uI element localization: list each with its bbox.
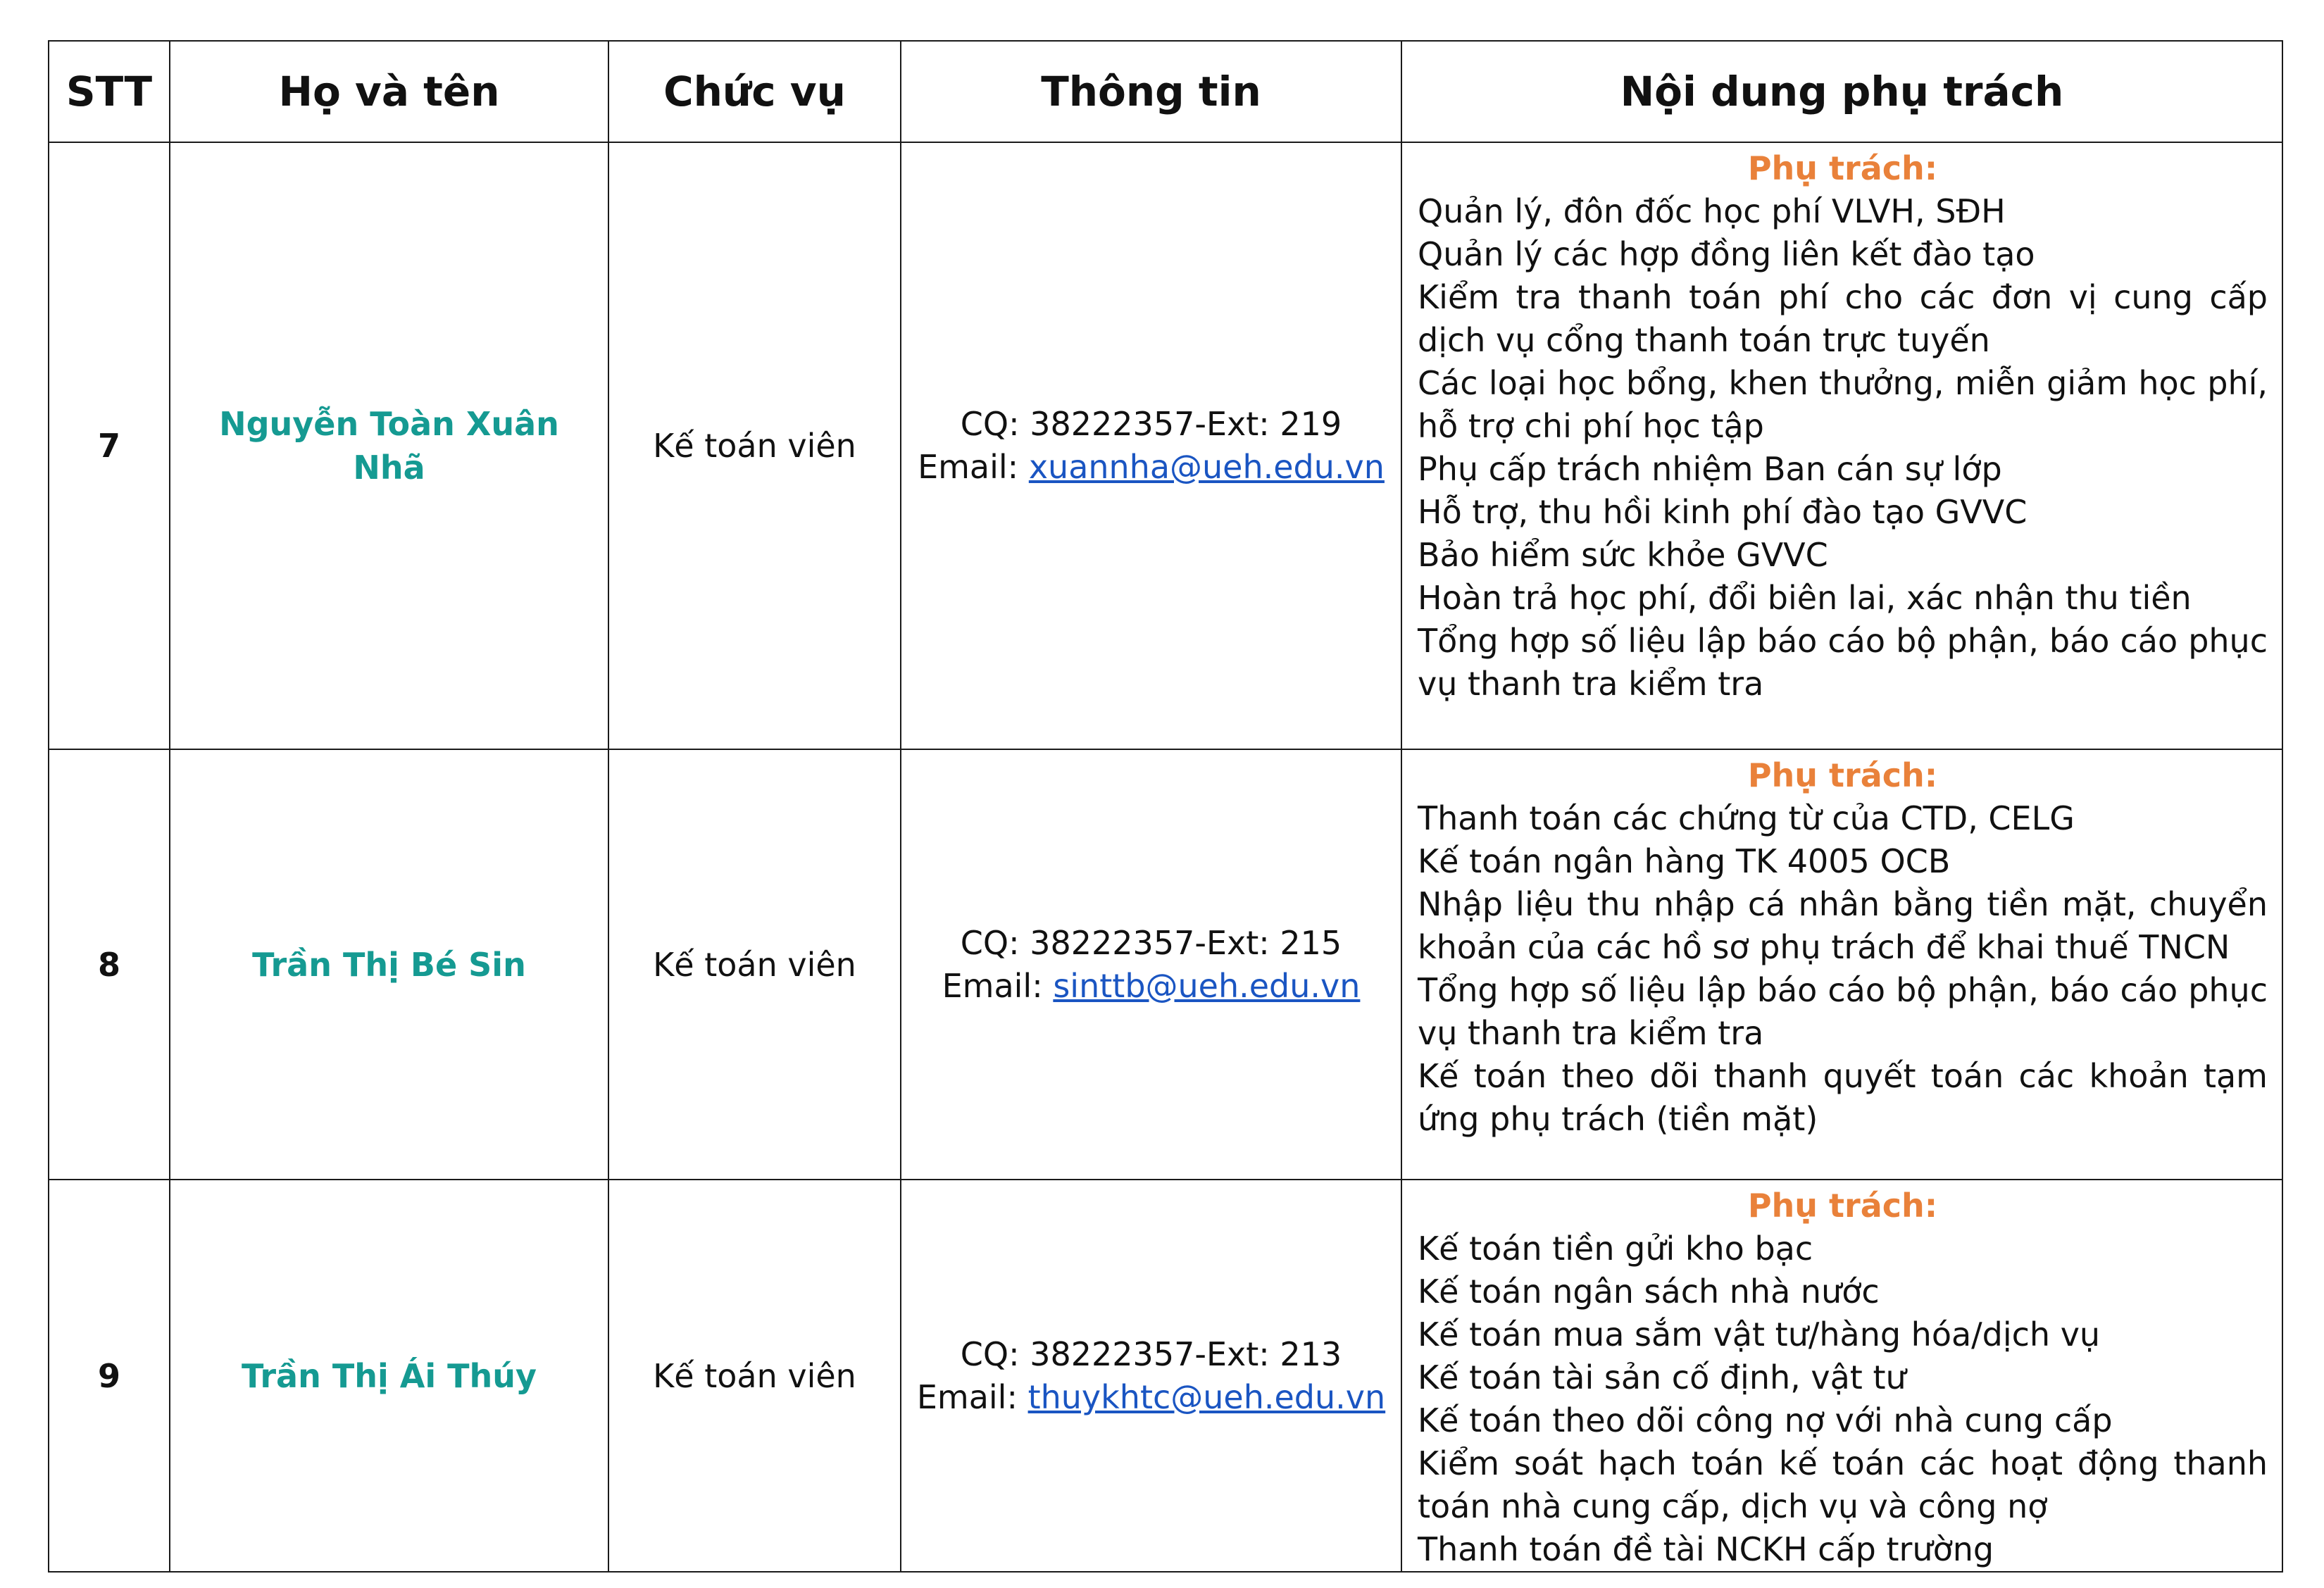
row-number: 9: [49, 1180, 170, 1572]
duty-item: Thanh toán đề tài NCKH cấp trường: [1418, 1530, 1994, 1568]
staff-name: Trần Thị Bé Sin: [170, 749, 608, 1180]
duties-cell: [1401, 1180, 2282, 1572]
duties-cell: [1401, 142, 2282, 749]
phone-extension: CQ: 38222357-Ext: 219: [960, 405, 1342, 443]
staff-table: [48, 40, 2283, 1573]
duty-item: Kế toán tiền gửi kho bạc: [1418, 1230, 1813, 1268]
contact-info: [901, 749, 1401, 1180]
header-duties: Nội dung phụ trách: [1401, 41, 2282, 142]
duty-item: Kế toán mua sắm vật tư/hàng hóa/dịch vụ: [1418, 1315, 2101, 1353]
email-label: Email:: [918, 448, 1029, 486]
email-link[interactable]: xuannha@ueh.edu.vn: [1028, 448, 1385, 486]
header-position: Chức vụ: [608, 41, 901, 142]
duty-item: Kế toán theo dõi thanh quyết toán các khoản tạm ứng phụ trách (tiền mặt): [1418, 1057, 2268, 1138]
duty-item: Thanh toán các chứng từ của CTD, CELG: [1418, 799, 2075, 837]
row-number: 8: [49, 749, 170, 1180]
email-link[interactable]: sinttb@ueh.edu.vn: [1053, 966, 1361, 1005]
duty-item: Hỗ trợ, thu hồi kinh phí đào tạo GVVC: [1418, 493, 2028, 531]
email-label: Email:: [916, 1377, 1028, 1416]
email-label: Email:: [942, 966, 1054, 1005]
duties-heading: Phụ trách:: [1747, 1187, 1938, 1225]
phone-extension: CQ: 38222357-Ext: 215: [960, 923, 1342, 962]
duty-item: Bảo hiểm sức khỏe GVVC: [1418, 536, 1828, 574]
table-row: [49, 142, 2282, 749]
header-stt: STT: [49, 41, 170, 142]
duty-item: Kế toán ngân sách nhà nước: [1418, 1273, 1880, 1311]
duty-item: Phụ cấp trách nhiệm Ban cán sự lớp: [1418, 450, 2002, 488]
email-link[interactable]: thuykhtc@ueh.edu.vn: [1027, 1377, 1386, 1416]
row-number: 7: [49, 142, 170, 749]
duty-item: Hoàn trả học phí, đổi biên lai, xác nhận thu tiền: [1418, 579, 2192, 617]
table-row: [49, 1180, 2282, 1572]
duties-heading: Phụ trách:: [1747, 149, 1938, 187]
duty-item: Quản lý các hợp đồng liên kết đào tạo: [1418, 235, 2035, 273]
header-name: Họ và tên: [170, 41, 608, 142]
header-row: [49, 41, 2282, 142]
staff-position: Kế toán viên: [608, 749, 901, 1180]
duty-item: Kế toán tài sản cố định, vật tư: [1418, 1358, 1906, 1396]
duty-item: Kế toán ngân hàng TK 4005 OCB: [1418, 842, 1951, 880]
phone-extension: CQ: 38222357-Ext: 213: [960, 1334, 1342, 1373]
staff-name: Trần Thị Ái Thúy: [170, 1180, 608, 1572]
table-row: [49, 749, 2282, 1180]
duty-item: Nhập liệu thu nhập cá nhân bằng tiền mặt, chuyển khoản của các hồ sơ phụ trách để khai thuế TNCN: [1418, 885, 2268, 966]
email-line: [902, 446, 1400, 489]
contact-info: [901, 142, 1401, 749]
duties-heading: Phụ trách:: [1747, 756, 1938, 794]
duty-item: Quản lý, đôn đốc học phí VLVH, SĐH: [1418, 192, 2006, 230]
duty-item: Kiểm soát hạch toán kế toán các hoạt động thanh toán nhà cung cấp, dịch vụ và công nợ: [1418, 1444, 2268, 1525]
header-info: Thông tin: [901, 41, 1401, 142]
contact-info: [901, 1180, 1401, 1572]
duties-cell: [1401, 749, 2282, 1180]
staff-name: Nguyễn Toàn Xuân Nhã: [170, 142, 608, 749]
duty-item: Kế toán theo dõi công nợ với nhà cung cấp: [1418, 1401, 2113, 1439]
duty-item: Tổng hợp số liệu lập báo cáo bộ phận, báo cáo phục vụ thanh tra kiểm tra: [1418, 622, 2268, 703]
email-line: [902, 1376, 1400, 1419]
duty-item: Các loại học bổng, khen thưởng, miễn giảm học phí, hỗ trợ chi phí học tập: [1418, 364, 2268, 445]
email-line: [902, 965, 1400, 1008]
duty-item: Tổng hợp số liệu lập báo cáo bộ phận, báo cáo phục vụ thanh tra kiểm tra: [1418, 971, 2268, 1052]
staff-position: Kế toán viên: [608, 1180, 901, 1572]
duty-item: Kiểm tra thanh toán phí cho các đơn vị cung cấp dịch vụ cổng thanh toán trực tuyến: [1418, 278, 2268, 359]
staff-position: Kế toán viên: [608, 142, 901, 749]
